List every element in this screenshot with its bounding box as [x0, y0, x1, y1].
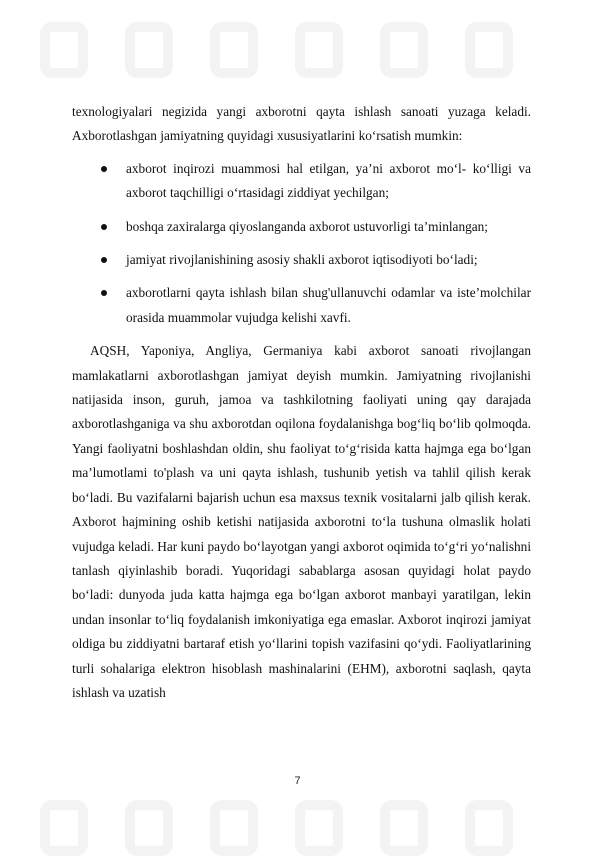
bullet-icon — [101, 166, 107, 172]
body-paragraph: AQSH, Yaponiya, Angliya, Germaniya kabi axborot sanoati rivojlangan mamlakatlarni axborotlashgan jamiyat deyish mumkin. Jamiyatning rivojlanishi natijasida inson, guruh, jamoa va tashkilotning faoliyati uning qay darajada axborotlashganiga va shu axborotdan oqilona foydalanishga bog‘liq bo‘lib qolmoqda. Yangi faoliyatni boshlashdan oldin, shu faoliyat to‘g‘risida katta hajmga ega bo‘lgan ma’lumotlami to'plash va uni qayta ishlash, tushunib yetish va tahlil qilish kerak bo‘ladi. Bu vazifalarni bajarish uchun esa maxsus texnik vositalarni jalb qilish kerak. Axborot hajmining oshib ketishi natijasida axborotni to‘la tushuna olmaslik holati vujudga keladi. Har kuni paydo bo‘layotgan yangi axborot oqimida to‘g‘ri yo‘nalishni tanlash qiyinlashib boradi. Yuqoridagi sabablarga asosan quyidagi holat paydo bo‘ladi: dunyoda juda katta hajmga ega bo‘lgan axborot manbayi yaratilgan, lekin undan insonlar to‘liq foydalanish imkoniyatiga ega emaslar. Axborot inqirozi jamiyat oldiga bu ziddiyatni bartaraf etish yo‘llarini topish vazifasini qo‘ydi. Faoliyatlarining turli sohalariga elektron hisoblash mashinalarini (EHM), axborotni saqlash, qayta ishlash va uzatish — [72, 343, 532, 700]
list-item — [72, 248, 531, 272]
list-item-text: axborot inqirozi muammosi hal etilgan, ya’ni axborot mo‘l- ko‘lligi va axborot taqchilligi o‘rtasidagi ziddiyat yechilgan; — [126, 160, 531, 201]
feature-list — [72, 157, 531, 330]
list-item — [72, 157, 531, 206]
intro-paragraph: texnologiyalari negizida yangi axborotni qayta ishlash sanoati yuzaga keladi. Axborotlashgan jamiyatning quyidagi xususiyatlarini ko‘rsatish mumkin: — [72, 104, 531, 144]
page-content — [72, 100, 531, 705]
list-item — [72, 281, 531, 330]
list-item — [72, 215, 531, 239]
page-number: 7 — [294, 775, 301, 787]
bullet-icon — [101, 257, 107, 263]
list-item-text: boshqa zaxiralarga qiyoslanganda axborot ustuvorligi ta’minlangan; — [126, 218, 488, 234]
list-item-text: axborotlarni qayta ishlash bilan shug'ullanuvchi odamlar va iste’molchilar orasida muammolar vujudga kelishi xavfi. — [126, 285, 531, 325]
bullet-icon — [101, 224, 107, 230]
bullet-icon — [101, 290, 107, 296]
list-item-text: jamiyat rivojlanishining asosiy shakli axborot iqtisodiyoti bo‘ladi; — [126, 252, 478, 268]
